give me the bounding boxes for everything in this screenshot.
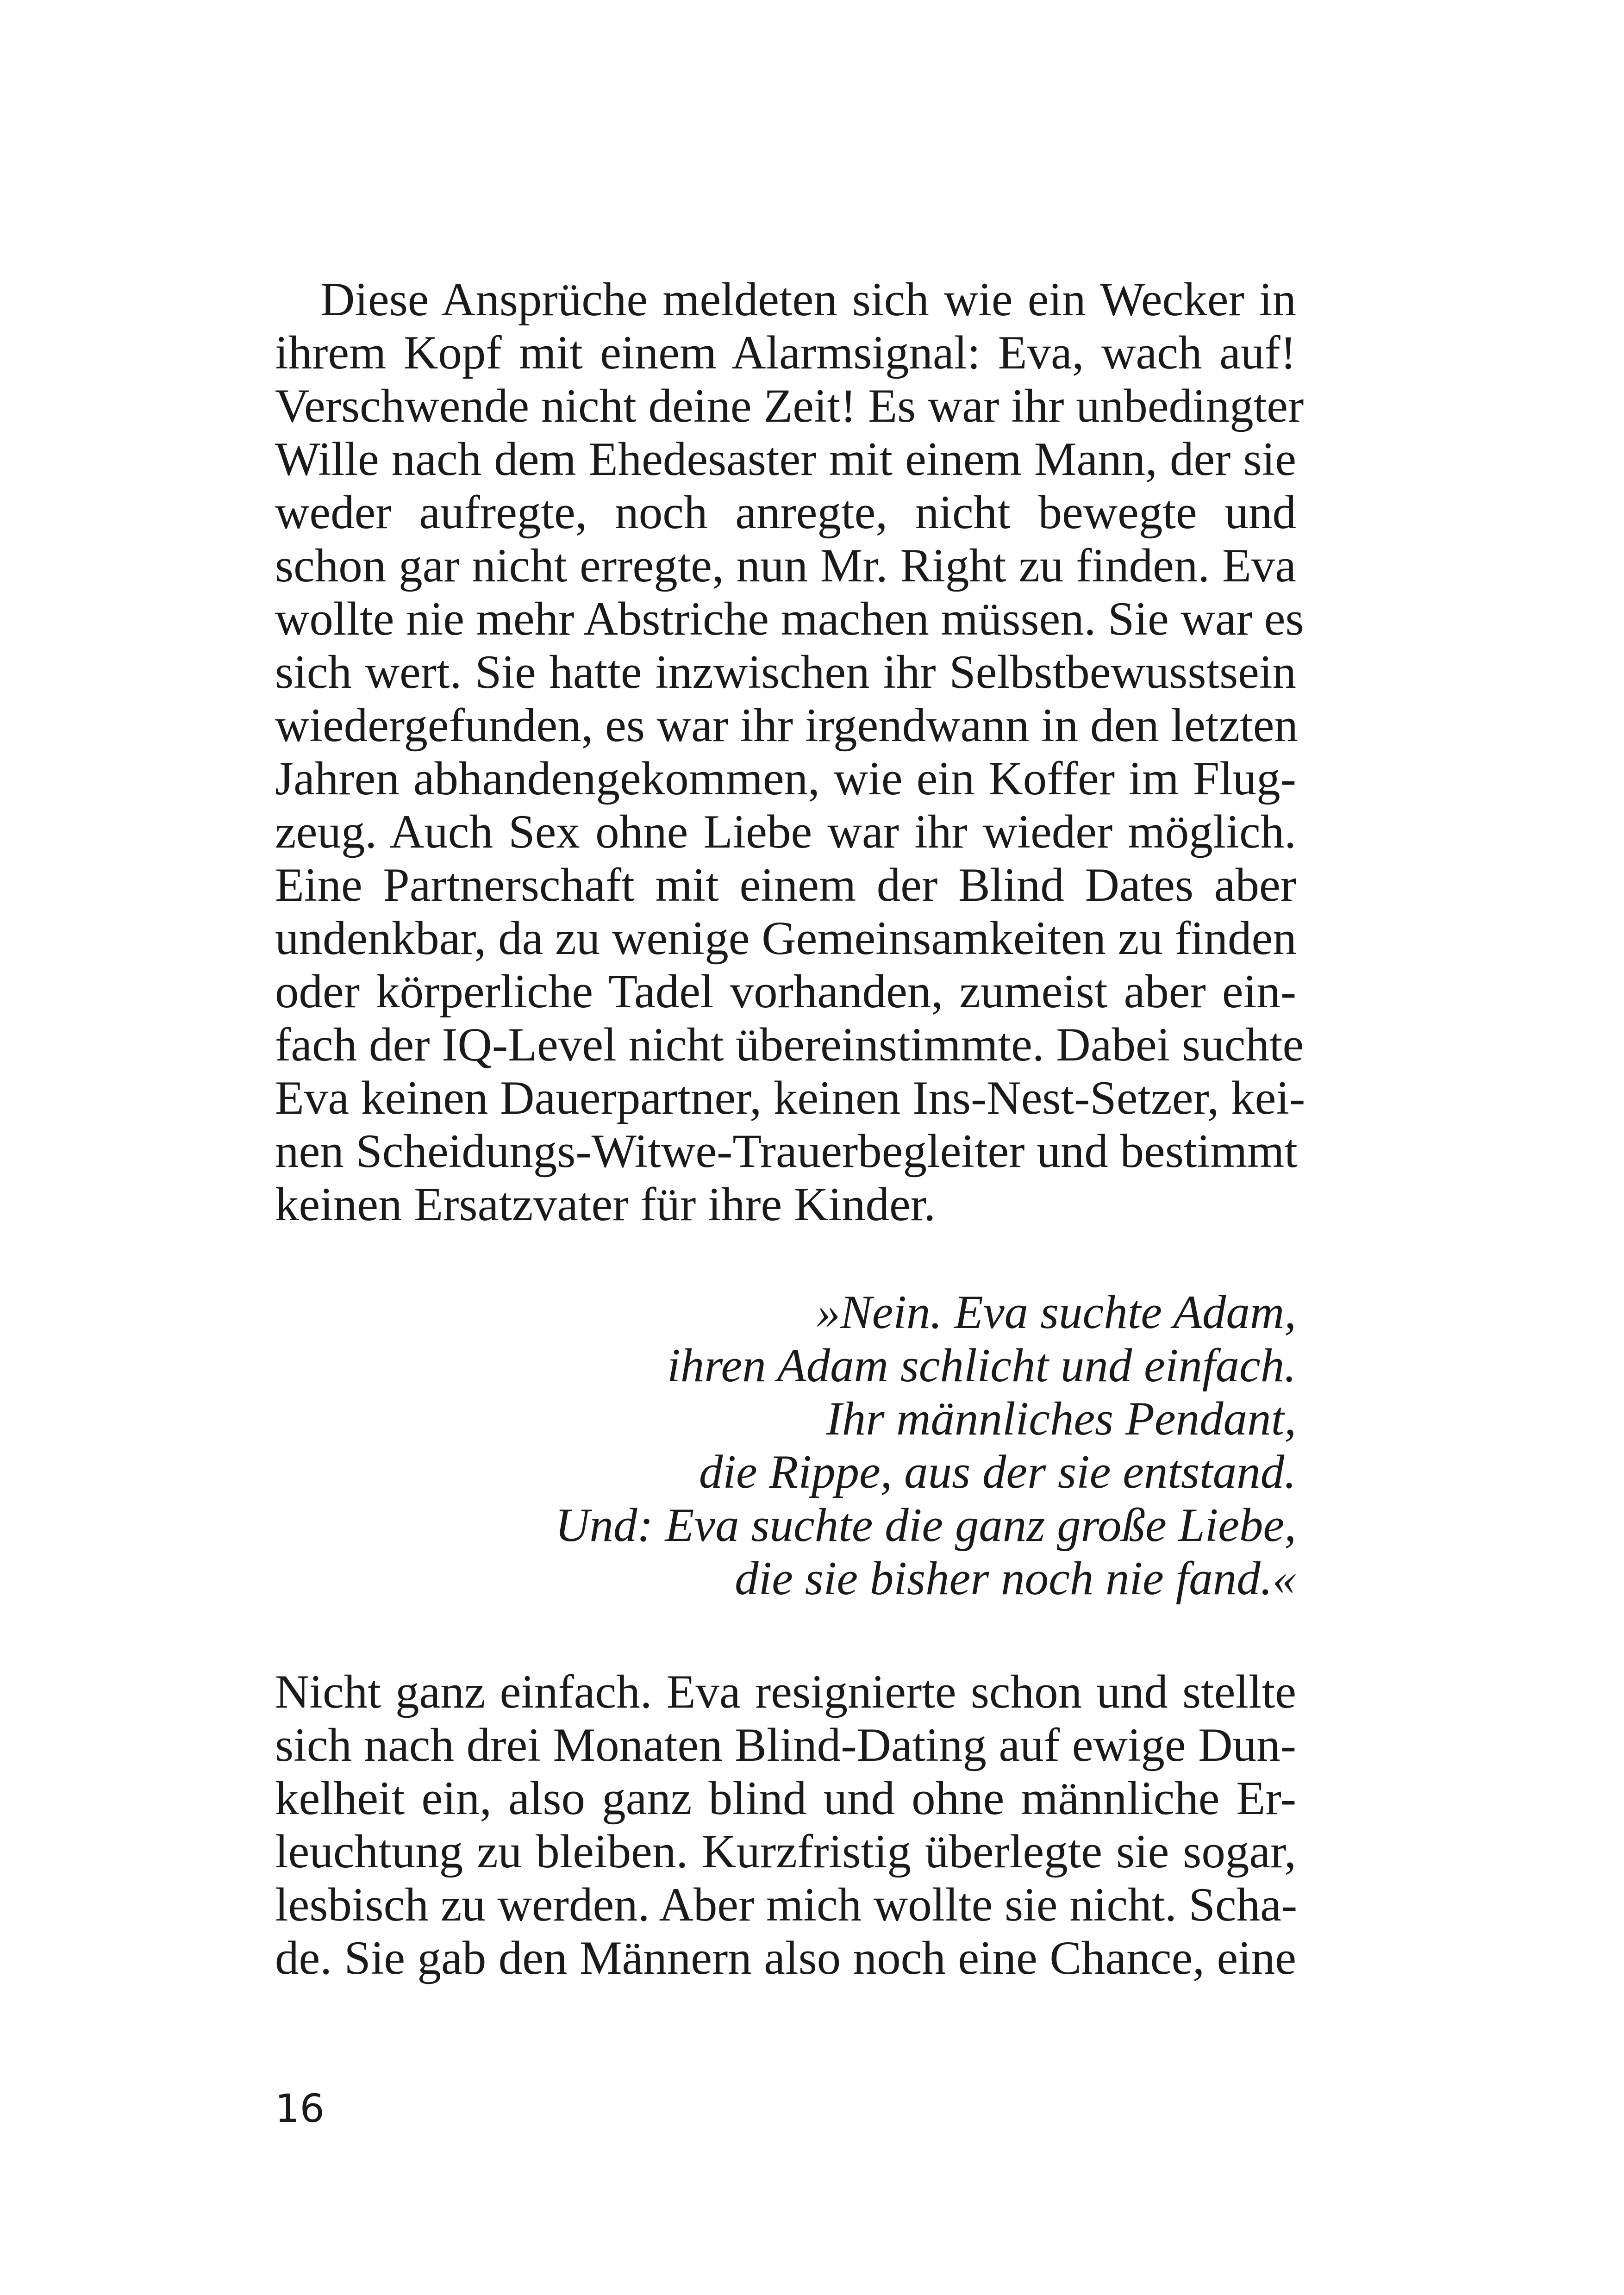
quote-line: »Nein. Eva suchte Adam,: [816, 1286, 1296, 1339]
text-line: Eva keinen Dauerpartner, keinen Ins-Nest-Setzer, kei-: [275, 1072, 1305, 1124]
text-line: Wille nach dem Ehedesaster mit einem Mann, der sie: [275, 433, 1296, 486]
text-line: keinen Ersatzvater für ihre Kinder.: [275, 1178, 936, 1231]
text-line: wollte nie mehr Abstriche machen müssen. Sie war es: [275, 592, 1304, 645]
paragraph-2: [275, 1665, 1296, 1985]
text-line: wiedergefunden, es war ihr irgendwann in den letzten: [275, 699, 1298, 752]
page-number: 16: [275, 2086, 325, 2131]
text-line: oder körperliche Tadel vorhanden, zumeist aber ein-: [275, 965, 1296, 1018]
text-line: Diese Ansprüche meldeten sich wie ein Wecker in: [320, 273, 1296, 326]
text-line: Jahren abhandengekommen, wie ein Koffer im Flug-: [275, 752, 1296, 805]
text-line: ihrem Kopf mit einem Alarmsignal: Eva, wach auf!: [275, 326, 1296, 379]
quote-line: die sie bisher noch nie fand.«: [735, 1552, 1296, 1605]
text-line: leuchtung zu bleiben. Kurzfristig überlegte sie sogar,: [275, 1825, 1296, 1878]
quote-line: Und: Eva suchte die ganz große Liebe,: [555, 1499, 1296, 1552]
quote-line: ihren Adam schlicht und einfach.: [667, 1339, 1296, 1392]
text-line: nen Scheidungs-Witwe-Trauerbegleiter und bestimmt: [275, 1125, 1298, 1178]
quote-line: die Rippe, aus der sie entstand.: [699, 1446, 1296, 1498]
text-line: lesbisch zu werden. Aber mich wollte sie nicht. Scha-: [275, 1878, 1298, 1931]
text-line: zeug. Auch Sex ohne Liebe war ihr wieder möglich.: [275, 805, 1296, 858]
text-line: undenkbar, da zu wenige Gemeinsamkeiten zu finden: [275, 912, 1297, 965]
block-quote: [275, 1286, 1296, 1605]
text-line: Eine Partnerschaft mit einem der Blind Dates aber: [275, 859, 1296, 911]
text-line: sich nach drei Monaten Blind-Dating auf ewige Dun-: [275, 1719, 1296, 1771]
text-line: Verschwende nicht deine Zeit! Es war ihr unbedingter: [275, 380, 1304, 432]
text-line: sich wert. Sie hatte inzwischen ihr Selbstbewusstsein: [275, 646, 1296, 698]
text-line: de. Sie gab den Männern also noch eine Chance, eine: [275, 1932, 1296, 1984]
text-line: kelheit ein, also ganz blind und ohne männliche Er-: [275, 1772, 1296, 1825]
text-line: fach der IQ-Level nicht übereinstimmte. Dabei suchte: [275, 1018, 1304, 1071]
paragraph-1: [275, 273, 1305, 1231]
text-line: Nicht ganz einfach. Eva resignierte schon und stellte: [275, 1665, 1296, 1718]
text-line: schon gar nicht erregte, nun Mr. Right zu finden. Eva: [275, 539, 1296, 592]
quote-line: Ihr männliches Pendant,: [826, 1392, 1296, 1445]
text-line: weder aufregte, noch anregte, nicht bewegte und: [275, 486, 1296, 539]
